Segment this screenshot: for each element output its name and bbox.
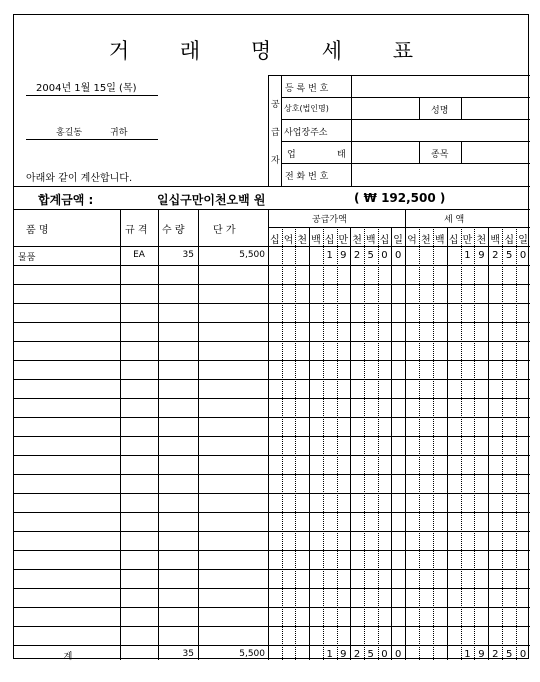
header-spec: 규 격 (125, 225, 148, 236)
supplier-row-line (281, 141, 530, 142)
header-tax: 세 액 (444, 215, 465, 225)
row-line (14, 360, 530, 361)
tax-digit: 0 (519, 250, 527, 261)
label-phone: 전 화 번 호 (285, 172, 329, 182)
header-supply: 공급가액 (312, 215, 347, 225)
column-line (198, 209, 199, 660)
tax-digit: 5 (505, 250, 513, 261)
item-divider (419, 141, 420, 163)
footer-price: 5,500 (239, 649, 265, 659)
row-qty: 35 (182, 250, 194, 260)
name-divider (461, 97, 462, 119)
row-line (14, 474, 530, 475)
digit-column-line (282, 227, 283, 660)
digit-column-line (295, 227, 296, 660)
row-line (14, 569, 530, 570)
row-line (14, 379, 530, 380)
row-line (14, 607, 530, 608)
footer-qty: 35 (182, 649, 194, 659)
digit-column-line (516, 227, 517, 660)
tax-digit: 2 (492, 250, 499, 261)
row-line (14, 645, 530, 646)
label-business: 업 (287, 150, 296, 160)
supply-digit: 2 (353, 250, 361, 261)
row-line (14, 455, 530, 456)
supplier-row-line (281, 97, 530, 98)
name-divider (419, 97, 420, 119)
tax-digit: 1 (464, 649, 471, 660)
supplier-row-line (281, 119, 530, 120)
row-line (14, 265, 530, 266)
column-line (158, 209, 159, 660)
row-line (14, 398, 530, 399)
item-grid (14, 209, 530, 660)
label-company: 상호(법인명) (284, 104, 329, 113)
supply-digit-header: 일 (393, 235, 403, 246)
digit-column-line (447, 227, 448, 660)
supply-digit-header: 백 (311, 235, 321, 246)
supplier-left-border (268, 75, 269, 186)
digit-column-line (337, 227, 338, 660)
recipient-name: 홍길동 (56, 128, 83, 138)
header-qty: 수 량 (162, 225, 185, 236)
label-address: 사업장주소 (284, 128, 328, 138)
supplier-side-char: 자 (271, 156, 280, 166)
supplier-top-line (268, 75, 530, 76)
label-reg-no: 등 록 번 호 (285, 84, 329, 94)
digit-column-line (391, 227, 392, 660)
tax-digit-header: 만 (462, 235, 473, 246)
digit-column-line (433, 227, 434, 660)
tax-digit-header: 십 (504, 235, 514, 246)
row-line (14, 550, 530, 551)
supply-digit-header: 백 (365, 235, 376, 246)
digit-column-line (309, 227, 310, 660)
row-line (14, 512, 530, 513)
supply-digit-header: 만 (338, 235, 349, 246)
row-line (14, 303, 530, 304)
tax-digit-header: 일 (518, 235, 528, 246)
supply-digit-header: 십 (270, 235, 280, 246)
row-line (14, 284, 530, 285)
row-line (14, 322, 530, 323)
digit-column-line (502, 227, 503, 660)
supplier-field-border (351, 75, 352, 186)
tax-digit: 9 (478, 649, 485, 660)
tax-digit-header: 천 (420, 235, 431, 246)
tax-digit-header: 천 (476, 235, 487, 246)
supply-digit: 0 (381, 250, 388, 261)
supply-digit: 9 (340, 250, 347, 261)
total-top-line (14, 186, 530, 187)
supplier-side-char: 급 (271, 128, 280, 138)
supply-digit: 5 (367, 250, 374, 261)
digit-column-line (419, 227, 420, 660)
row-item: 물품 (18, 253, 36, 263)
digit-column-line (364, 227, 365, 660)
header-price: 단 가 (213, 225, 236, 236)
supply-digit: 0 (394, 649, 402, 660)
recipient-underline (26, 139, 158, 140)
date-underline (26, 95, 158, 96)
row-line (14, 493, 530, 494)
row-line (14, 588, 530, 589)
digit-column-line (488, 227, 489, 660)
tax-digit-header: 십 (448, 235, 459, 246)
supply-digit-header: 억 (283, 235, 294, 246)
supply-digit: 0 (381, 649, 388, 660)
total-label: 합계금액 : (38, 193, 94, 207)
column-line (120, 209, 121, 660)
supplier-side-char: 공 (271, 100, 280, 110)
row-spec: EA (133, 250, 145, 260)
tax-digit: 0 (519, 649, 527, 660)
notice-text: 아래와 같이 계산합니다. (26, 173, 133, 184)
supply-digit: 9 (340, 649, 347, 660)
header-bottom-line (14, 246, 530, 247)
supplier-label-border (281, 75, 282, 186)
supply-digit: 1 (326, 649, 333, 660)
supply-digit-header: 천 (297, 235, 308, 246)
item-divider (461, 141, 462, 163)
row-line (14, 341, 530, 342)
tax-digit: 5 (505, 649, 513, 660)
label-name: 성명 (431, 106, 449, 116)
tax-digit: 9 (478, 250, 485, 261)
tax-digit-header: 백 (490, 235, 501, 246)
label-item: 종목 (431, 150, 449, 160)
supply-digit: 5 (367, 649, 374, 660)
column-line (268, 209, 269, 660)
issue-date: 2004년 1월 15일 (목) (36, 83, 137, 94)
digit-column-line (350, 227, 351, 660)
digit-header-line (268, 227, 530, 228)
supply-digit: 2 (353, 649, 361, 660)
supply-digit-header: 십 (324, 235, 335, 246)
footer-label: 계 (63, 652, 73, 662)
tax-digit-header: 백 (434, 235, 445, 246)
label-business2: 태 (337, 150, 346, 160)
supply-digit-header: 천 (352, 235, 362, 246)
supply-digit: 1 (326, 250, 333, 261)
total-number: ( ₩ 192,500 ) (354, 191, 446, 205)
tax-digit-header: 억 (407, 235, 417, 246)
tax-digit: 1 (464, 250, 471, 261)
invoice-form (13, 14, 529, 662)
supplier-row-line (281, 163, 530, 164)
tax-column-line (405, 209, 406, 660)
header-item: 품 명 (26, 225, 49, 236)
row-line (14, 531, 530, 532)
digit-column-line (461, 227, 462, 660)
supply-digit: 0 (394, 250, 402, 261)
row-line (14, 626, 530, 627)
row-line (14, 436, 530, 437)
recipient-honorific: 귀하 (110, 128, 128, 138)
digit-column-line (474, 227, 475, 660)
digit-column-line (378, 227, 379, 660)
tax-digit: 2 (492, 649, 499, 660)
form-title: 거 래 명 세 표 (108, 39, 436, 63)
total-korean: 일십구만이천오백 원 (157, 193, 266, 207)
row-line (14, 417, 530, 418)
digit-column-line (323, 227, 324, 660)
row-price: 5,500 (239, 250, 265, 260)
supply-digit-header: 십 (379, 235, 390, 246)
